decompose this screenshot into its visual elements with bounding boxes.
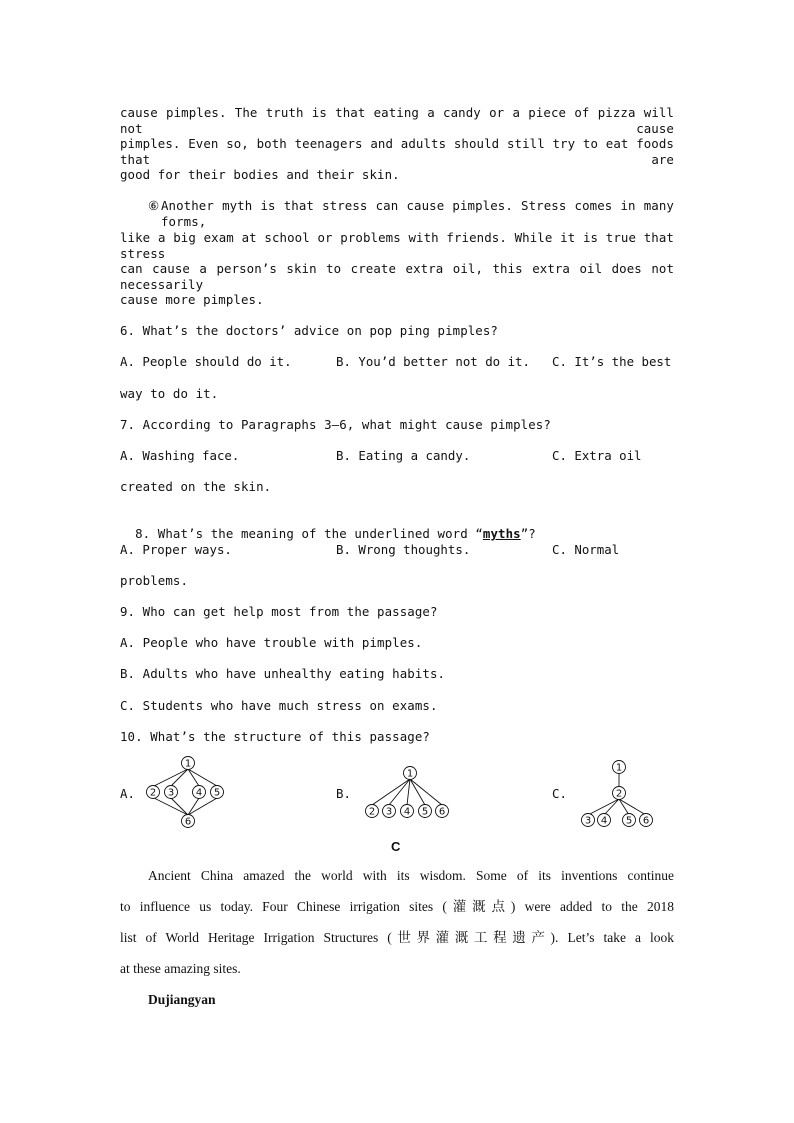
paragraph-line: list of World Heritage Irrigation Structures (世界灌溉工程遗产). Let’s take a look	[120, 930, 674, 945]
option-continuation: created on the skin.	[120, 479, 272, 494]
paragraph-line: to influence us today. Four Chinese irrigation sites (灌溉点) were added to the 2018	[120, 899, 674, 914]
option-c: C. Normal	[552, 542, 620, 557]
option-a: A. People should do it.	[120, 354, 292, 369]
option-b: B. Eating a candy.	[336, 448, 471, 463]
node-label: 4	[600, 815, 608, 827]
option-b: B. Adults who have unhealthy eating habits.	[120, 666, 446, 681]
node-label: 5	[213, 787, 221, 799]
option-c: C. Extra oil	[552, 448, 642, 463]
subheading: Dujiangyan	[148, 992, 216, 1007]
option-c: C. It’s the best	[552, 354, 672, 369]
option-b: B. You’d better not do it.	[336, 354, 530, 369]
option-a: A. People who have trouble with pimples.	[120, 635, 423, 650]
node-label: 3	[584, 815, 592, 827]
paragraph-marker: ⑥	[148, 198, 160, 213]
underlined-word: myths	[482, 526, 521, 541]
option-continuation: way to do it.	[120, 386, 219, 401]
question-stem: 6. What’s the doctors’ advice on pop ping pimples?	[120, 323, 498, 338]
node-label: 1	[615, 762, 623, 774]
node-label: 6	[642, 815, 650, 827]
node-label: 2	[615, 788, 623, 800]
structure-diagram-b	[360, 760, 456, 822]
node-label: 5	[421, 806, 429, 818]
section-heading: C	[391, 839, 401, 854]
node-label: 1	[184, 758, 192, 770]
node-label: 4	[403, 806, 411, 818]
node-label: 6	[438, 806, 446, 818]
paragraph-line: cause more pimples.	[120, 292, 264, 307]
node-label: 2	[368, 806, 376, 818]
node-label: 6	[184, 816, 192, 828]
paragraph-line: like a big exam at school or problems with friends. While it is true that stress	[120, 230, 674, 261]
question-stem: 7. According to Paragraphs 3—6, what might cause pimples?	[120, 417, 551, 432]
paragraph-line: at these amazing sites.	[120, 961, 241, 976]
structure-diagram-c	[575, 755, 665, 830]
node-label: 5	[625, 815, 633, 827]
question-stem-text: 8. What’s the meaning of the underlined word “	[135, 526, 483, 541]
question-stem-text: ”?	[520, 526, 536, 541]
paragraph-line: cause pimples. The truth is that eating a candy or a piece of pizza will not cause	[120, 105, 674, 136]
option-b: B.	[336, 786, 351, 801]
question-stem	[120, 510, 536, 542]
option-c: C. Students who have much stress on exams.	[120, 698, 438, 713]
node-label: 3	[167, 787, 175, 799]
paragraph-line: Another myth is that stress can cause pimples. Stress comes in many forms,	[161, 198, 674, 229]
node-label: 3	[385, 806, 393, 818]
option-a: A.	[120, 786, 135, 801]
question-stem: 10. What’s the structure of this passage?	[120, 729, 430, 744]
node-label: 1	[406, 768, 414, 780]
paragraph-line: pimples. Even so, both teenagers and adults should still try to eat foods that are	[120, 136, 674, 167]
paragraph-line: can cause a person’s skin to create extra oil, this extra oil does not necessarily	[120, 261, 674, 292]
option-a: A. Washing face.	[120, 448, 240, 463]
option-a: A. Proper ways.	[120, 542, 232, 557]
option-c: C.	[552, 786, 567, 801]
node-label: 4	[195, 787, 203, 799]
option-continuation: problems.	[120, 573, 189, 588]
option-b: B. Wrong thoughts.	[336, 542, 471, 557]
question-stem: 9. Who can get help most from the passage?	[120, 604, 438, 619]
paragraph-line: good for their bodies and their skin.	[120, 167, 400, 182]
structure-diagram-a	[140, 752, 240, 832]
node-label: 2	[149, 787, 157, 799]
paragraph-line: Ancient China amazed the world with its wisdom. Some of its inventions continue	[148, 868, 674, 883]
